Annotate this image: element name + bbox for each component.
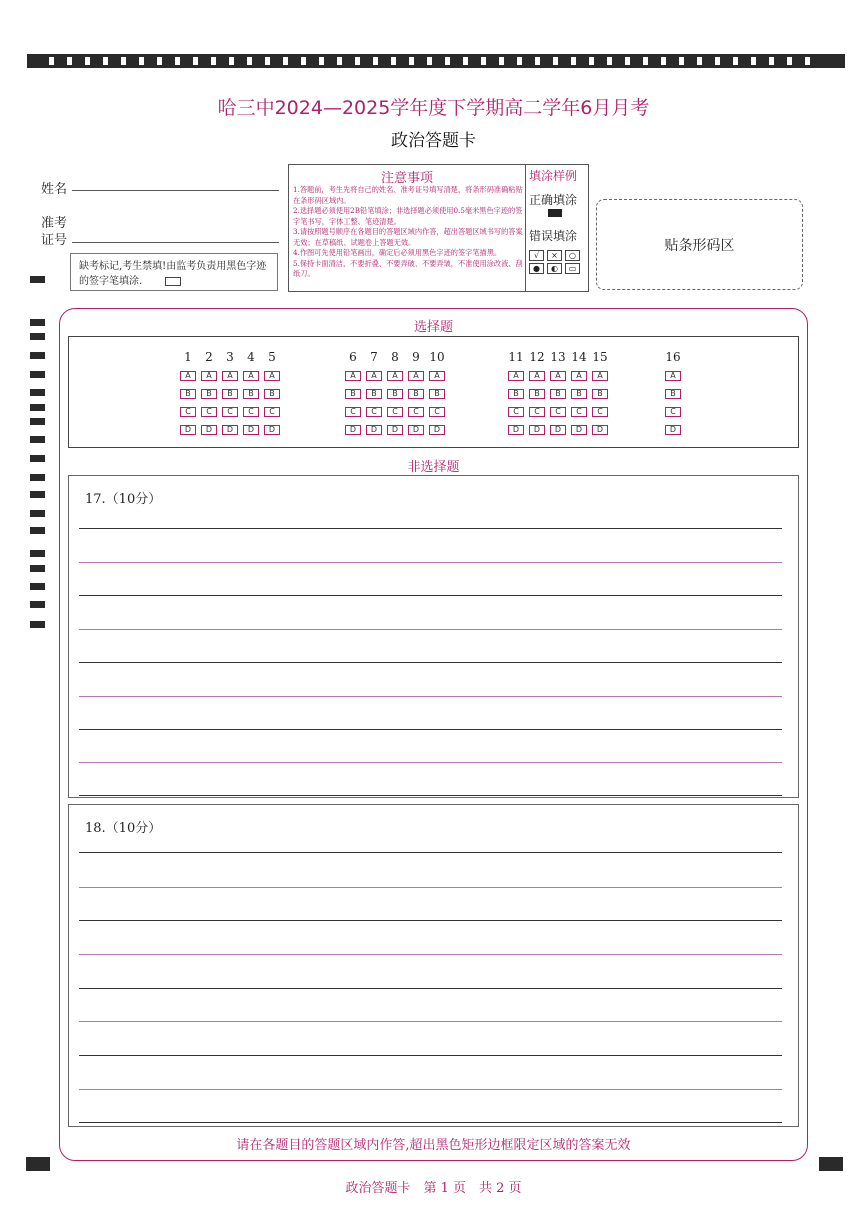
question-number-14: 14 <box>571 350 587 364</box>
wrong-fill-label: 错误填涂 <box>529 229 578 243</box>
choice-section-title: 选择题 <box>413 320 453 335</box>
option-bubble-5-a[interactable]: A <box>264 371 280 381</box>
answer-line <box>79 988 782 989</box>
answer-area-warning: 请在各题目的答题区域内作答,超出黑色矩形边框限定区域的答案无效 <box>236 1138 631 1153</box>
exam-id-label-1: 准考 <box>41 216 68 231</box>
option-bubble-4-b[interactable]: B <box>243 389 259 399</box>
question-number-1: 1 <box>184 350 192 364</box>
timing-mark <box>30 389 45 396</box>
answer-line <box>79 662 782 663</box>
option-bubble-12-d[interactable]: D <box>529 425 545 435</box>
question-number-6: 6 <box>349 350 357 364</box>
timing-mark <box>30 621 45 628</box>
choice-grid <box>68 336 799 448</box>
option-bubble-16-a[interactable]: A <box>665 371 681 381</box>
option-bubble-13-c[interactable]: C <box>550 407 566 417</box>
option-bubble-16-d[interactable]: D <box>665 425 681 435</box>
option-bubble-16-b[interactable]: B <box>665 389 681 399</box>
option-bubble-6-a[interactable]: A <box>345 371 361 381</box>
option-bubble-12-b[interactable]: B <box>529 389 545 399</box>
answer-box-q18[interactable] <box>68 804 799 1127</box>
notice-item: 2.选择题必须使用2B铅笔填涂；非选择题必须使用0.5毫米黑色字迹的签字笔书写，字体工整、笔迹清楚。 <box>293 206 523 226</box>
exam-title: 哈三中2024—2025学年度下学期高二学年6月月考 <box>217 97 650 119</box>
option-bubble-13-a[interactable]: A <box>550 371 566 381</box>
timing-mark <box>30 276 45 283</box>
question-number-5: 5 <box>268 350 276 364</box>
question-number-16: 16 <box>665 350 681 364</box>
option-bubble-13-b[interactable]: B <box>550 389 566 399</box>
timing-mark <box>30 352 45 359</box>
page-footer: 政治答题卡 第 1 页 共 2 页 <box>345 1181 522 1196</box>
answer-line <box>79 595 782 596</box>
timing-mark <box>30 550 45 557</box>
exam-id-label-2: 证号 <box>41 233 68 248</box>
timing-mark <box>30 527 45 534</box>
wrong-fill-samples <box>529 249 583 275</box>
option-bubble-15-c[interactable]: C <box>592 407 608 417</box>
option-bubble-12-a[interactable]: A <box>529 371 545 381</box>
answer-line <box>79 696 782 697</box>
option-bubble-10-b[interactable]: B <box>429 389 445 399</box>
correct-fill-sample <box>548 209 562 217</box>
timing-mark <box>30 404 45 411</box>
option-bubble-7-c[interactable]: C <box>366 407 382 417</box>
option-bubble-1-b[interactable]: B <box>180 389 196 399</box>
timing-mark <box>30 491 45 498</box>
wrong-mark-check-icon: √ <box>529 250 544 261</box>
option-bubble-13-d[interactable]: D <box>550 425 566 435</box>
option-bubble-3-c[interactable]: C <box>222 407 238 417</box>
answer-line <box>79 954 782 955</box>
option-bubble-1-d[interactable]: D <box>180 425 196 435</box>
question-number-13: 13 <box>550 350 566 364</box>
option-bubble-12-c[interactable]: C <box>529 407 545 417</box>
option-bubble-2-a[interactable]: A <box>201 371 217 381</box>
option-bubble-8-a[interactable]: A <box>387 371 403 381</box>
question-number-4: 4 <box>247 350 255 364</box>
wrong-mark-dot-icon: ● <box>529 263 544 274</box>
option-bubble-2-d[interactable]: D <box>201 425 217 435</box>
timing-mark <box>30 474 45 481</box>
option-bubble-9-b[interactable]: B <box>408 389 424 399</box>
absent-checkbox[interactable] <box>165 277 181 286</box>
option-bubble-9-a[interactable]: A <box>408 371 424 381</box>
option-bubble-1-c[interactable]: C <box>180 407 196 417</box>
barcode-label: 贴条形码区 <box>664 237 735 254</box>
option-bubble-14-d[interactable]: D <box>571 425 587 435</box>
question-number-9: 9 <box>412 350 420 364</box>
corner-mark-left <box>26 1157 50 1171</box>
wrong-mark-dash-icon: ▭ <box>565 263 580 274</box>
option-bubble-6-c[interactable]: C <box>345 407 361 417</box>
notice-item: 5.保持卡面清洁，不要折叠、不要弄破、不要弄皱，不准使用涂改液、刮纸刀。 <box>293 258 523 278</box>
answer-sheet-title: 政治答题卡 <box>391 131 476 151</box>
option-bubble-8-d[interactable]: D <box>387 425 403 435</box>
option-bubble-2-c[interactable]: C <box>201 407 217 417</box>
timing-mark <box>30 436 45 443</box>
option-bubble-3-b[interactable]: B <box>222 389 238 399</box>
option-bubble-16-c[interactable]: C <box>665 407 681 417</box>
notice-list <box>293 185 523 280</box>
wrong-mark-circle-icon: ○ <box>565 250 580 261</box>
exam-id-field[interactable] <box>72 242 279 243</box>
option-bubble-10-a[interactable]: A <box>429 371 445 381</box>
option-bubble-15-b[interactable]: B <box>592 389 608 399</box>
answer-line <box>79 920 782 921</box>
option-bubble-14-a[interactable]: A <box>571 371 587 381</box>
option-bubble-5-b[interactable]: B <box>264 389 280 399</box>
question-number-8: 8 <box>391 350 399 364</box>
option-bubble-5-d[interactable]: D <box>264 425 280 435</box>
answer-line <box>79 729 782 730</box>
nonchoice-section-title: 非选择题 <box>407 460 460 475</box>
option-bubble-4-a[interactable]: A <box>243 371 259 381</box>
option-bubble-3-a[interactable]: A <box>222 371 238 381</box>
option-bubble-11-b[interactable]: B <box>508 389 524 399</box>
answer-line <box>79 1122 782 1123</box>
answer-line <box>79 1021 782 1022</box>
name-field[interactable] <box>72 190 279 191</box>
correct-fill-label: 正确填涂 <box>529 193 578 207</box>
answer-line <box>79 887 782 888</box>
absent-mark-box <box>70 253 278 291</box>
timing-mark <box>30 418 45 425</box>
option-bubble-14-b[interactable]: B <box>571 389 587 399</box>
answer-line <box>79 762 782 763</box>
timing-mark <box>30 583 45 590</box>
question-number-2: 2 <box>205 350 213 364</box>
question-number-12: 12 <box>529 350 545 364</box>
option-bubble-1-a[interactable]: A <box>180 371 196 381</box>
option-bubble-14-c[interactable]: C <box>571 407 587 417</box>
option-bubble-9-c[interactable]: C <box>408 407 424 417</box>
notice-item: 1.答题前，考生先将自己的姓名、准考证号填写清楚，将条形码准确粘贴在条形码区域内。 <box>293 185 523 205</box>
timing-mark <box>30 601 45 608</box>
answer-box-q17[interactable] <box>68 475 799 798</box>
notice-item: 4.作图可先使用铅笔画出，确定后必须用黑色字迹的签字笔描黑。 <box>293 248 502 257</box>
question-number-11: 11 <box>508 350 524 364</box>
question-number-10: 10 <box>429 350 445 364</box>
option-bubble-15-a[interactable]: A <box>592 371 608 381</box>
timing-mark <box>30 510 45 517</box>
notice-title: 注意事项 <box>380 171 433 186</box>
option-bubble-3-d[interactable]: D <box>222 425 238 435</box>
notice-panel <box>288 164 589 292</box>
answer-line <box>79 629 782 630</box>
answer-line <box>79 1089 782 1090</box>
barcode-area <box>596 199 803 290</box>
question-number-3: 3 <box>226 350 234 364</box>
option-bubble-4-d[interactable]: D <box>243 425 259 435</box>
question-number-7: 7 <box>370 350 378 364</box>
question-number-15: 15 <box>592 350 608 364</box>
option-bubble-6-d[interactable]: D <box>345 425 361 435</box>
option-bubble-10-d[interactable]: D <box>429 425 445 435</box>
question-18-label: 18.（10分） <box>85 821 162 836</box>
wrong-mark-cross-icon: × <box>547 250 562 261</box>
absent-note: 缺考标记,考生禁填!由监考负责用黑色字迹的签字笔填涂. <box>79 261 267 287</box>
option-bubble-6-b[interactable]: B <box>345 389 361 399</box>
answer-line <box>79 562 782 563</box>
option-bubble-15-d[interactable]: D <box>592 425 608 435</box>
answer-line <box>79 852 782 853</box>
answer-line <box>79 528 782 529</box>
option-bubble-8-b[interactable]: B <box>387 389 403 399</box>
question-17-label: 17.（10分） <box>85 492 162 507</box>
option-bubble-10-c[interactable]: C <box>429 407 445 417</box>
option-bubble-2-b[interactable]: B <box>201 389 217 399</box>
answer-line <box>79 795 782 796</box>
option-bubble-7-a[interactable]: A <box>366 371 382 381</box>
option-bubble-5-c[interactable]: C <box>264 407 280 417</box>
name-label: 姓名 <box>41 182 68 197</box>
answer-line <box>79 1055 782 1056</box>
timing-mark <box>30 371 45 378</box>
fill-sample-title: 填涂样例 <box>529 169 578 183</box>
option-bubble-11-d[interactable]: D <box>508 425 524 435</box>
option-bubble-11-a[interactable]: A <box>508 371 524 381</box>
timing-mark <box>30 565 45 572</box>
option-bubble-9-d[interactable]: D <box>408 425 424 435</box>
corner-mark-right <box>819 1157 843 1171</box>
option-bubble-8-c[interactable]: C <box>387 407 403 417</box>
option-bubble-4-c[interactable]: C <box>243 407 259 417</box>
option-bubble-7-d[interactable]: D <box>366 425 382 435</box>
notice-item: 3.请按照题号顺序在各题目的答题区域内作答，超出答题区域书写的答案无效；在草稿纸、试题卷上答题无效。 <box>293 227 523 247</box>
option-bubble-11-c[interactable]: C <box>508 407 524 417</box>
timing-bar-top <box>27 54 845 68</box>
option-bubble-7-b[interactable]: B <box>366 389 382 399</box>
wrong-mark-half-icon: ◐ <box>547 263 562 274</box>
